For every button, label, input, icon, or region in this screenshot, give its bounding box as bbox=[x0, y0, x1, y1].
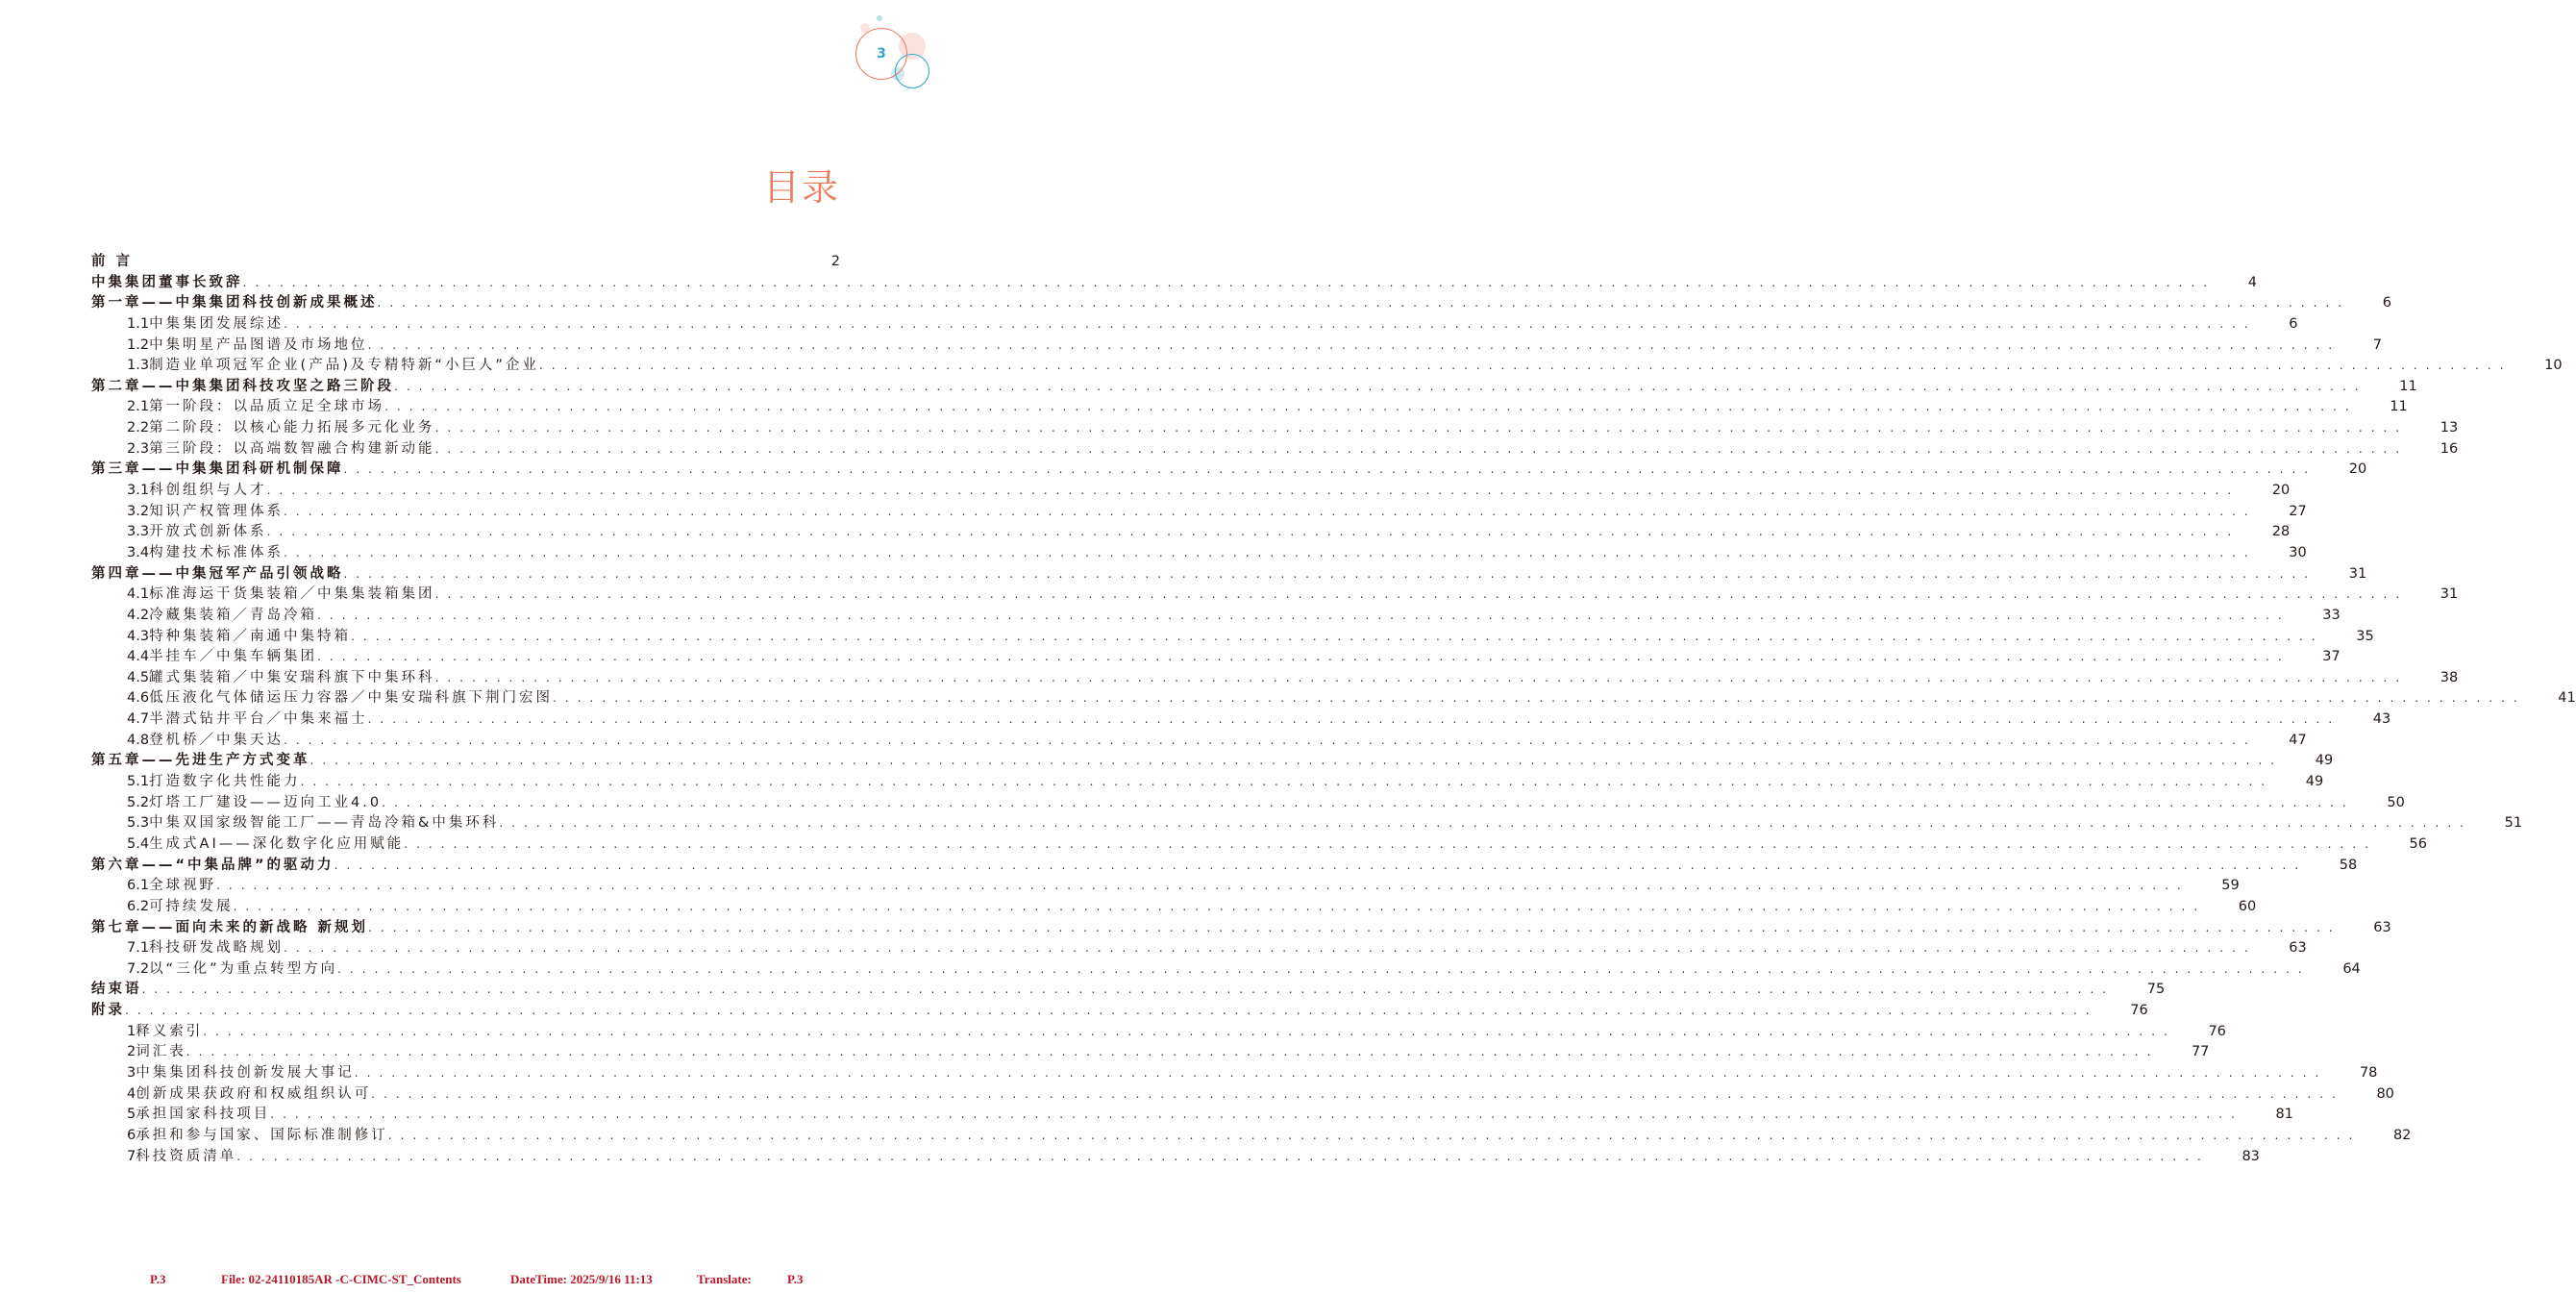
toc-leader-dots: . . . . . . . . . . . . . . . . . . . . . . . . . . . . . . . . . . . . . . . . . . . . . . . . . . . . . . . . . . . . . . . . . . . . . . . . . . . . . . . . . . . . . . . . . . . . . . . . . . . . . . . . . . . . . . . . . . . . . . . . . . . . . . . . . . . . . . . . . . . . . . . . . . . . . . . . . . . . . . . . bbox=[404, 836, 2371, 851]
toc-entry-label: 承担和参与国家、国际标准制修订 bbox=[136, 1127, 388, 1143]
toc-entry-page: 20 bbox=[2271, 483, 2291, 499]
toc-entry-number: 4.5 bbox=[127, 669, 150, 685]
toc-entry-number: 3.4 bbox=[127, 544, 150, 560]
toc-leader-dots: . . . . . . . . . . . . . . . . . . . . . . . . . . . . . . . . . . . . . . . . . . . . . . . . . . . . . . . . . . . . . . . . . . . . . . . . . . . . . . . . . . . . . . . . . . . . . . . . . . . . . . . . . . . . . . . . . . . . . . . . . . . . . . . . . . . . . . . . . . . . . . . . . . . . . . . . . . . . . . . . bbox=[186, 1045, 2153, 1059]
toc-entry-label: 半潜式钻井平台／中集来福士 bbox=[149, 711, 368, 728]
toc-entry-number: 7.1 bbox=[127, 940, 150, 957]
toc-entry-page: 59 bbox=[2221, 878, 2240, 894]
toc-entry-page: 2 bbox=[830, 254, 840, 269]
toc-leader-dots: . . . . . . . . . . . . . . . . . . . . . . . . . . . . . . . . . . . . . . . . . . . . . . . . . . . . . . . . . . . . . . . . . . . . . . . . . . . . . . . . . . . . . . . . . . . . . . . . . . . . . . . . . . . . . . . . . . . . . . . . . . . . . . . . . . . . . . . . . . . . . . . . . . . . . . . . . . . . . . . . bbox=[284, 545, 2251, 560]
footer-file: File: 02-24110185AR -C-CIMC-ST_Contents bbox=[221, 1272, 461, 1286]
toc-entry-label: 第七章——面向未来的新战略 新规划 bbox=[91, 919, 369, 935]
toc-leader-dots: . . . . . . . . . . . . . . . . . . . . . . . . . . . . . . . . . . . . . . . . . . . . . . . . . . . . . . . . . . . . . . . . . . . . . . . . . . . . . . . . . . . . . . . . . . . . . . . . . . . . . . . . . . . . . . . . . . . . . . . . . . . . . . . . . . . . . . . . . . . . . . . . . . . . . . . . . . . . . . . . bbox=[233, 899, 2200, 913]
toc-entry-label: 第五章——先进生产方式变革 bbox=[91, 753, 310, 769]
toc-entry[interactable] bbox=[91, 729, 2307, 750]
toc-entry[interactable] bbox=[91, 770, 2324, 791]
toc-entry-label: 第三阶段：以高端数智融合构建新动能 bbox=[149, 440, 435, 457]
toc-entry-page: 28 bbox=[2271, 524, 2291, 540]
toc-entry-number: 2.3 bbox=[127, 440, 150, 457]
toc-entry-number: 6.2 bbox=[127, 898, 150, 914]
toc-leader-dots: . . . . . . . . . . . . . . . . . . . . . . . . . . . . . . . . . . . . . . . . . . . . . . . . . . . . . . . . . . . . . . . . . . . . . . . . . . . . . . . . . . . . . . . . . . . . . . . . . . . . . . . . . . . . . . . . . . . . . . . . . . . . . . . . . . . . . . . . . . . . . . . . . . . . . . . . . . . . . . . . bbox=[300, 775, 2267, 789]
toc-leader-dots: . . . . . . . . . . . . . . . . . . . . . . . . . . . . . . . . . . . . . . . . . . . . . . . . . . . . . . . . . . . . . . . . . . . . . . . . . . . . . . . . . . . . . . . . . . . . . . . . . . . . . . . . . . . . . . . . . . . . . . . . . . . . . . . . . . . . . . . . . . . . . . . . . . . . . . . . . . . . . . . . bbox=[351, 629, 2318, 643]
toc-leader-dots: . . . . . . . . . . . . . . . . . . . . . . . . . . . . . . . . . . . . . . . . . . . . . . . . . . . . . . . . . . . . . . . . . . . . . . . . . . . . . . . . . . . . . . . . . . . . . . . . . . . . . . . . . . . . . . . . . . . . . . . . . . . . . . . . . . . . . . . . . . . . . . . . . . . . . . . . . . . . . . . . bbox=[382, 795, 2349, 809]
toc-entry-number: 4 bbox=[127, 1085, 136, 1102]
toc-entry-page: 49 bbox=[2315, 753, 2334, 769]
toc-entry[interactable] bbox=[91, 958, 2361, 979]
toc-entry-page: 83 bbox=[2242, 1148, 2260, 1164]
toc-entry[interactable] bbox=[91, 978, 2166, 999]
toc-entry[interactable] bbox=[91, 583, 2459, 604]
toc-entry-number: 1.3 bbox=[127, 358, 150, 374]
toc-entry-label: 中集集团科技创新发展大事记 bbox=[136, 1064, 355, 1081]
toc-entry-page: 10 bbox=[2544, 358, 2563, 374]
toc-entry-label: 科技资质清单 bbox=[136, 1148, 237, 1164]
toc-entry-page: 49 bbox=[2305, 774, 2324, 790]
toc-entry-page: 20 bbox=[2348, 461, 2367, 478]
toc-leader-dots: . . . . . . . . . . . . . . . . . . . . . . . . . . . . . . . . . . . . . . . . . . . . . . . . . . . . . . . . . . . . . . . . . . . . . . . . . . . . . . . . . . . . . . . . . . . . . . . . . . . . . . . . . . . . . . . . . . . . . . . . . . . . . . . . . . . . . . . . . . . . . . . . . . . . . . . . . . . . . . . . bbox=[343, 462, 2311, 477]
toc-leader-dots: . . . . . . . . . . . . . . . . . . . . . . . . . . . . . . . . . . . . . . . . . . . . . . . . . . . . . . . . . . . . . . . . . . . . . . . . . . . . . . . . . . . . . . . . . . . . . . . . . . . . . . . . . . . . . . . . . . . . . . . . . . . . . . . . . . . . . . . . . . . . . . . . . . . . . . . . . . . . . . . . bbox=[538, 359, 2507, 373]
toc-entry-number: 2 bbox=[127, 1044, 136, 1060]
toc-entry-label: 第二章——中集集团科技攻坚之路三阶段 bbox=[91, 378, 394, 394]
toc-entry-label: 科创组织与人才 bbox=[149, 483, 267, 499]
toc-leader-dots: . . . . . . . . . . . . . . . . . . . . . . . . . . . . . . . . . . . . . . . . . . . . . . . . . . . . . . . . . . . . . . . . . . . . . . . . . . . . . . . . . . . . . . . . . . . . . . . . . . . . . . . . . . . . . . . . . . . . . . . . . . . . . . . . . . . . . . . . . . . . . . . . . . . . . . . . . . . . . . . . bbox=[317, 608, 2285, 622]
toc-entry-page: 16 bbox=[2440, 440, 2459, 457]
toc-entry-label: 全球视野 bbox=[149, 878, 217, 894]
toc-leader-dots: . . . . . . . . . . . . . . . . . . . . . . . . . . . . . . . . . . . . . . . . . . . . . . . . . . . . . . . . . . . . . . . . . . . . . . . . . . . . . . . . . . . . . . . . . . . . . . . . . . . . . . . . . . . . . . . . . . . . . . . . . . . . . . . . . . . . . . . . . . . . . . . . . . . . . . . . . . . . . . . . bbox=[125, 1004, 2093, 1018]
toc-leader-dots: . . . . . . . . . . . . . . . . . . . . . . . . . . . . . . . . . . . . . . . . . . . . . . . . . . . . . . . . . . . . . . . . . . . . . . . . . . . . . . . . . . . . . . . . . . . . . . . . . . . . . . . . . . . . . . . . . . . . . . . . . . . . . . . . . . . . . . . . . . . . . . . . . . . . . . . . . . . . . . . . bbox=[334, 858, 2301, 872]
toc-entry-page: 75 bbox=[2146, 982, 2166, 998]
toc-entry-number: 1.1 bbox=[127, 315, 150, 332]
toc-entry-page: 76 bbox=[2208, 1023, 2226, 1039]
toc-entry[interactable] bbox=[91, 520, 2291, 541]
toc-entry-page: 4 bbox=[2247, 274, 2257, 290]
toc-entry-label: 以“三化”为重点转型方向 bbox=[149, 960, 338, 977]
toc-entry-number: 3.2 bbox=[127, 503, 150, 519]
toc-entry[interactable] bbox=[91, 999, 2148, 1020]
toc-entry[interactable] bbox=[91, 312, 2298, 334]
toc-entry[interactable] bbox=[91, 791, 2405, 812]
toc-leader-dots: . . . . . . . . . . . . . . . . . . . . . . . . . . . . . . . . . . . . . . . . . . . . . . . . . . . . . . . . . . . . . . . . . . . . . . . . . . . . . . . . . . . . . . . . . . . . . . . . . . . . . . . . . . . . . . . . . . . . . . . . . . . . . . . . . . . . . . . . . . . . . . . . . . . . . . . . . . . . . . . . bbox=[270, 1107, 2238, 1122]
toc-leader-dots: . . . . . . . . . . . . . . . . . . . . . . . . . . . . . . . . . . . . . . . . . . . . . . . . . . . . . . . . . . . . . . . . . . . . . . . . . . . . . . . . . . . . . . . . . . . . . . . . . . . . . . . . . . . . . . . . . . . . . . . . . . . . . . . . . . . . . . . . . . . . . . . . . . . . . . . . . . . . . . . . bbox=[284, 733, 2251, 747]
toc-entry-page: 60 bbox=[2238, 898, 2257, 914]
toc-entry-page: 31 bbox=[2440, 586, 2459, 603]
toc-entry[interactable] bbox=[91, 604, 2341, 625]
toc-entry[interactable] bbox=[91, 1124, 2412, 1145]
toc-entry-number: 4.6 bbox=[127, 690, 150, 707]
toc-entry-page: 47 bbox=[2289, 732, 2307, 748]
toc-entry-number: 3.3 bbox=[127, 524, 150, 540]
toc-leader-dots: . . . . . . . . . . . . . . . . . . . . . . . . . . . . . . . . . . . . . . . . . . . . . . . . . . . . . . . . . . . . . . . . . . . . . . . . . . . . . . . . . . . . . . . . . . . . . . . . . . . . . . . . . . . . . . . . . . . . . . . . . . . . . . . . . . . . . . . . . . . . . . . . . . . . . . . . . . . . . . . . bbox=[337, 961, 2305, 976]
toc-entry[interactable] bbox=[91, 1082, 2394, 1104]
toc-leader-dots: . . . . . . . . . . . . . . . . . . . . . . . . . . . . . . . . . . . . . . . . . . . . . . . . . . . . . . . . . . . . . . . . . . . . . . . . . . . . . . . . . . . . . . . . . . . . . . . . . . . . . . . . . . . . . . . . . . . . . . . . . . . . . . . . . . . . . . . . . . . . . . . . . . . . . . . . . . . . . . . . bbox=[284, 504, 2251, 518]
toc-entry-label: 罐式集装箱／中集安瑞科旗下中集环科 bbox=[149, 669, 435, 685]
toc-entry-number: 4.1 bbox=[127, 586, 150, 603]
toc-entry-number: 7.2 bbox=[127, 960, 150, 977]
toc-leader-dots: . . . . . . . . . . . . . . . . . . . . . . . . . . . . . . . . . . . . . . . . . . . . . . . . . . . . . . . . . . . . . . . . . . . . . . . . . . . . . . . . . . . . . . . . . . . . . . . . . . . . . . . . . . . . . . . . . . . . . . . . . . . . . . . . . . . . . . . . . . . . . . . . . . . . . . . . . . . . . . . . bbox=[236, 1149, 2204, 1163]
toc-entry-page: 41 bbox=[2558, 690, 2576, 707]
toc-entry-label: 生成式AI——深化数字化应用赋能 bbox=[149, 835, 405, 852]
toc-entry[interactable] bbox=[91, 833, 2427, 854]
toc-entry-label: 标准海运干货集装箱／中集集装箱集团 bbox=[149, 586, 435, 603]
toc-entry[interactable] bbox=[91, 936, 2307, 958]
toc-leader-dots: . . . . . . . . . . . . . . . . . . . . . . . . . . . . . . . . . . . . . . . . . . . . . . . . . . . . . . . . . . . . . . . . . . . . . . . . . . . . . . . . . . . . . . . . . . . . . . . . . . . . . . . . . . . . . . . . . . . . . . . . . . . . . . . . . . . . . . . . . . . . . . . . . . . . . . . . . . . . . . . . bbox=[371, 1086, 2339, 1101]
page-number-badge bbox=[851, 13, 937, 90]
toc-entry-page: 80 bbox=[2376, 1085, 2394, 1102]
toc-entry-label: 灯塔工厂建设——迈向工业4.0 bbox=[149, 794, 383, 810]
toc-entry-page: 43 bbox=[2372, 711, 2391, 728]
toc-entry-number: 6 bbox=[127, 1127, 136, 1143]
toc-entry-page: 58 bbox=[2339, 857, 2358, 873]
toc-entry-page: 35 bbox=[2356, 628, 2374, 644]
toc-entry-label: 中集双国家级智能工厂——青岛冷箱&中集环科 bbox=[149, 815, 500, 832]
toc-entry-number: 4.8 bbox=[127, 732, 150, 748]
toc-entry[interactable] bbox=[91, 708, 2391, 729]
toc-entry[interactable] bbox=[91, 541, 2307, 562]
toc-entry-page: 37 bbox=[2322, 649, 2341, 665]
toc-entry[interactable] bbox=[91, 271, 2257, 292]
toc-entry[interactable] bbox=[91, 1103, 2293, 1124]
toc-entry[interactable] bbox=[91, 1145, 2260, 1166]
toc-entry-number: 4.2 bbox=[127, 607, 150, 623]
toc-entry-label: 知识产权管理体系 bbox=[149, 503, 285, 519]
footer-page-right: P.3 bbox=[787, 1272, 804, 1286]
toc-entry-label: 制造业单项冠军企业(产品)及专精特新“小巨人”企业 bbox=[149, 358, 539, 374]
toc-entry-number: 5 bbox=[127, 1107, 136, 1123]
toc-entry-label: 附录 bbox=[91, 1003, 125, 1019]
toc-entry-page: 6 bbox=[2289, 315, 2298, 332]
page-title: 目录 bbox=[762, 166, 840, 209]
table-of-contents bbox=[91, 250, 2576, 1165]
toc-entry-label: 中集集团董事长致辞 bbox=[91, 274, 243, 290]
toc-entry-page: 6 bbox=[2382, 295, 2391, 311]
toc-entry-page: 81 bbox=[2275, 1107, 2293, 1123]
toc-entry-page: 38 bbox=[2440, 669, 2459, 685]
toc-entry-page: 51 bbox=[2504, 815, 2523, 832]
toc-entry-label: 可持续发展 bbox=[149, 898, 234, 914]
toc-entry-page: 56 bbox=[2409, 835, 2427, 852]
toc-entry-page: 76 bbox=[2130, 1003, 2148, 1019]
toc-leader-dots: . . . . . . . . . . . . . . . . . . . . . . . . . . . . . . . . . . . . . . . . . . . . . . . . . . . . . . . . . . . . . . . . . . . . . . . . . . . . . . . . . . . . . . . . . . . . . . . . . . . . . . . . . . . . . . . . . . . . . . . . . . . . . . . . . . . . . . . . . . . . . . . . . . . . . . . . . . . . . . . . bbox=[141, 983, 2109, 997]
toc-entry-number: 4.3 bbox=[127, 628, 150, 644]
toc-leader-dots: . . . . . . . . . . . . . . . . . . . . . . . . . . . . . . . . . . . . . . . . . . . . . . . . . . . . . . . . . . . . . . . . . . . . . . . . . . . . . . . . . . . . . . . . . . . . . . . . . . . . . . . . . . . . . . . . . . . . . . . . . . . . . . . . . . . . . . . . . . . . . . . . . . . . . . . . . . . . . . . . bbox=[266, 484, 2234, 498]
toc-entry[interactable] bbox=[91, 916, 2391, 937]
toc-entry-label: 创新成果获政府和权威组织认可 bbox=[136, 1085, 372, 1102]
toc-leader-dots: . . . . . . . . . . . . . . . . . . . . . . . . . . . . . . . . . . . . . . . . . . . . . . . . . . . . . . . . . . . . . . . . . . . . . . . . . . . . . . . . . . . . . . . . . . . . . . . . . . . . . . . . . . . . . . . . . . . . . . . . . . . . . . . . . . . . . . . . . . . . . . . . . . . . . . . . . . . . . . . . bbox=[284, 316, 2251, 331]
toc-entry-label: 科技研发战略规划 bbox=[149, 940, 285, 957]
toc-leader-dots: . . . . . . . . . . . . . . . . . . . . . . . . . . . . . . . . . . . . . . . . . . . . . . . . . . . . . . . . . . . . . . . . . . . . . . . . . . . . . . . . . . . . . . . . . . . . . . . . . . . . . . . . . . . . . . . . . . . . . . . . . . . . . . . . . . . . . . . . . . . . . . . . . . . . . . . . . . . . . . . . bbox=[216, 879, 2184, 893]
toc-entry[interactable] bbox=[91, 395, 2408, 416]
toc-entry-number: 6.1 bbox=[127, 878, 150, 894]
toc-entry-page: 30 bbox=[2289, 544, 2307, 560]
toc-entry[interactable] bbox=[91, 625, 2374, 646]
footer-datetime: DateTime: 2025/9/16 11:13 bbox=[510, 1272, 653, 1286]
toc-leader-dots: . . . . . . . . . . . . . . . . . . . . . . . . . . . . . . . . . . . . . . . . . . . . . . . . . . . . . . . . . . . . . . . . . . . . . . . . . . . . . . . . . . . . . . . . . . . . . . . . . . . . . . . . . . . . . . . . . . . . . . . . . . . . . . . . . . . . . . . . . . . . . . . . . . . . . . . . . . . . . . . . bbox=[310, 754, 2277, 768]
toc-entry[interactable] bbox=[91, 437, 2459, 459]
toc-entry-page: 31 bbox=[2348, 565, 2367, 582]
toc-entry-label: 开放式创新体系 bbox=[149, 524, 267, 540]
toc-entry-label: 第二阶段：以核心能力拓展多元化业务 bbox=[149, 420, 435, 436]
toc-entry[interactable] bbox=[91, 479, 2291, 500]
toc-leader-dots: . . . . . . . . . . . . . . . . . . . . . . . . . . . . . . . . . . . . . . . . . . . . . . . . . . . . . . . . . . . . . . . . . . . . . . . . . . . . . . . . . . . . . . . . . . . . . . . . . . . . . . . . . . . . . . . . . . . . . . . . . . . . . . . . . . . . . . . . . . . . . . . . . . . . . . . . . . . . . . . . bbox=[367, 337, 2335, 352]
toc-leader-dots: . . . . . . . . . . . . . . . . . . . . . . . . . . . . . . . . . . . . . . . . . . . . . . . . . . . . . . . . . . . . . . . . . . . . . . . . . . . . . . . . . . . . . . . . . . . . . . . . . . . . . . . . . . . . . . . . . . . . . . . . . . . . . . . . . . . . . . . . . . . . . . . . . . . . . . . . . . . . . . . . bbox=[203, 1024, 2170, 1038]
toc-entry[interactable] bbox=[91, 645, 2341, 666]
toc-entry-label: 结束语 bbox=[91, 982, 142, 998]
toc-entry-label: 登机桥／中集天达 bbox=[149, 732, 285, 748]
toc-leader-dots: . . . . . . . . . . . . . . . . . . . . . . . . . . . . . . . . . . . . . . . . . . . . . . . . . . . . . . . . . . . . . . . . . . . . . . . . . . . . . . . . . . . . . . . . . . . . . . . . . . . . . . . . . . . . . . . . . . . . . . . . . . . . . . . . . . . . . . . . . . . . . . . . . . . . . . . . . . . . . . . . bbox=[387, 1128, 2355, 1142]
toc-entry-number: 4.7 bbox=[127, 711, 150, 728]
toc-entry[interactable] bbox=[91, 1040, 2210, 1061]
toc-entry-page: 78 bbox=[2359, 1064, 2378, 1081]
toc-entry[interactable] bbox=[91, 354, 2563, 375]
toc-entry[interactable] bbox=[91, 250, 840, 271]
toc-entry[interactable] bbox=[91, 334, 2383, 355]
toc-entry-label: 第一阶段：以品质立足全球市场 bbox=[149, 399, 385, 415]
toc-entry-label: 中集明星产品图谱及市场地位 bbox=[149, 336, 368, 353]
toc-entry[interactable] bbox=[91, 854, 2358, 875]
toc-entry-page: 77 bbox=[2191, 1044, 2210, 1060]
toc-entry-page: 27 bbox=[2289, 503, 2307, 519]
toc-entry-page: 63 bbox=[2289, 940, 2307, 957]
toc-entry-page: 50 bbox=[2387, 794, 2405, 810]
toc-entry-number: 1 bbox=[127, 1023, 136, 1039]
toc-entry-page: 13 bbox=[2440, 420, 2459, 436]
decor-dot bbox=[877, 15, 882, 21]
toc-entry-number: 5.2 bbox=[127, 794, 150, 810]
toc-entry[interactable] bbox=[91, 375, 2417, 396]
toc-entry-page: 11 bbox=[2390, 399, 2408, 415]
toc-leader-dots: . . . . . . . . . . . . . . . . . . . . . . . . . . . . . . . . . . . . . . . . . . . . . . . . . . . . . . . . . . . . . . . . . . . . . . . . . . . . . . . . . . . . . . . . . . . . . . . . . . . . . . . . . . . . . . . . . . . . . . . . . . . . . . . . . . . . . . . . . . . . . . . . . . . . . . . . . . . . . . . . bbox=[242, 275, 2210, 289]
toc-entry-label: 词汇表 bbox=[136, 1044, 186, 1060]
toc-entry-label: 承担国家科技项目 bbox=[136, 1107, 271, 1123]
toc-leader-dots: . . . . . . . . . . . . . . . . . . . . . . . . . . . . . . . . . . . . . . . . . . . . . . . . . . . . . . . . . . . . . . . . . . . . . . . . . . . . . . . . . . . . . . . . . . . . . . . . . . . . . . . . . . . . . . . . . . . . . . . . . . . . . . . . . . . . . . . . . . . . . . . . . . . . . . . . . . . . . . . . bbox=[553, 691, 2520, 706]
toc-entry[interactable] bbox=[91, 666, 2459, 687]
toc-entry-label: 低压液化气体储运压力容器／中集安瑞科旗下荆门宏图 bbox=[149, 690, 554, 707]
toc-entry-page: 33 bbox=[2322, 607, 2341, 623]
page-number: 3 bbox=[877, 46, 886, 62]
toc-entry[interactable] bbox=[91, 458, 2367, 479]
toc-leader-dots: . . . . . . . . . . . . . . . . . . . . . . . . . . . . . . . . . . . . . . . . . . . . . . . . . . . . . . . . . . . . . . . . . . . . . . . . . . . . . . . . . . . . . . . . . . . . . . . . . . . . . . . . . . . . . . . . . . . . . . . . . . . . . . . . . . . . . . . . . . . . . . . . . . . . . . . . . . . . . . . . bbox=[266, 525, 2234, 539]
toc-entry[interactable] bbox=[91, 811, 2523, 833]
toc-entry-label: 第四章——中集冠军产品引领战略 bbox=[91, 565, 344, 582]
toc-entry-number: 2.2 bbox=[127, 420, 150, 436]
toc-leader-dots: . . . . . . . . . . . . . . . . . . . . . . . . . . . . . . . . . . . . . . . . . . . . . . . . . . . . . . . . . . . . . . . . . . . . . . . . . . . . . . . . . . . . . . . . . . . . . . . . . . . . . . . . . . . . . . . . . . . . . . . . . . . . . . . . . . . . . . . . . . . . . . . . . . . . . . . . . . . . . . . . bbox=[499, 816, 2466, 831]
toc-entry-number: 5.4 bbox=[127, 835, 150, 852]
print-footer bbox=[0, 1272, 954, 1291]
toc-entry-label: 第一章——中集集团科技创新成果概述 bbox=[91, 295, 378, 311]
toc-leader-dots: . . . . . . . . . . . . . . . . . . . . . . . . . . . . . . . . . . . . . . . . . . . . . . . . . . . . . . . . . . . . . . . . . . . . . . . . . . . . . . . . . . . . . . . . . . . . . . . . . . . . . . . . . . . . . . . . . . . . . . . . . . . . . . . . . . . . . . . . . . . . . . . . . . . . . . . . . . . . . . . . bbox=[317, 650, 2285, 664]
toc-leader-dots: . . . . . . . . . . . . . . . . . . . . . . . . . . . . . . . . . . . . . . . . . . . . . . . . . . . . . . . . . . . . . . . . . . . . . . . . . . . . . . . . . . . . . . . . . . . . . . . . . . . . . . . . . . . . . . . . . . . . . . . . . . . . . . . . . . . . . . . . . . . . . . . . . . . . . . . . . . . . . . . . bbox=[434, 421, 2402, 435]
toc-entry[interactable] bbox=[91, 1020, 2226, 1041]
toc-entry-label: 特种集装箱／南通中集特箱 bbox=[149, 628, 352, 644]
toc-entry-number: 1.2 bbox=[127, 336, 150, 353]
toc-entry-label: 构建技术标准体系 bbox=[149, 544, 285, 560]
toc-entry-page: 63 bbox=[2373, 919, 2391, 935]
toc-entry-page: 7 bbox=[2372, 336, 2383, 353]
toc-entry-number: 3.1 bbox=[127, 483, 150, 499]
toc-leader-dots: . . . . . . . . . . . . . . . . . . . . . . . . . . . . . . . . . . . . . . . . . . . . . . . . . . . . . . . . . . . . . . . . . . . . . . . . . . . . . . . . . . . . . . . . . . . . . . . . . . . . . . . . . . . . . . . . . . . . . . . . . . . . . . . . . . . . . . . . . . . . . . . . . . . . . . . . . . . . . . . . bbox=[394, 379, 2362, 393]
toc-entry-number: 5.3 bbox=[127, 815, 150, 832]
toc-leader-dots: . . . . . . . . . . . . . . . . . . . . . . . . . . . . . . . . . . . . . . . . . . . . . . . . . . . . . . . . . . . . . . . . . . . . . . . . . . . . . . . . . . . . . . . . . . . . . . . . . . . . . . . . . . . . . . . . . . . . . . . . . . . . . . . . . . . . . . . . . . . . . . . . . . . . . . . . . . . . . . . . bbox=[367, 712, 2335, 727]
toc-entry[interactable] bbox=[91, 291, 2391, 312]
toc-entry-number: 2.1 bbox=[127, 399, 150, 415]
toc-entry-label: 第三章——中集集团科研机制保障 bbox=[91, 461, 344, 478]
toc-entry[interactable] bbox=[91, 1061, 2378, 1082]
toc-entry[interactable] bbox=[91, 416, 2459, 437]
toc-entry-page: 11 bbox=[2399, 378, 2417, 394]
toc-entry-label: 释义索引 bbox=[136, 1023, 204, 1039]
toc-entry-number: 3 bbox=[127, 1064, 136, 1081]
toc-entry-label: 打造数字化共性能力 bbox=[149, 774, 301, 790]
toc-leader-dots: . . . . . . . . . . . . . . . . . . . . . . . . . . . . . . . . . . . . . . . . . . . . . . . . . . . . . . . . . . . . . . . . . . . . . . . . . . . . . . . . . . . . . . . . . . . . . . . . . . . . . . . . . . . . . . . . . . . . . . . . . . . . . . . . . . . . . . . . . . . . . . . . . . . . . . . . . . . . . . . . bbox=[354, 1065, 2321, 1080]
toc-entry-number: 5.1 bbox=[127, 774, 150, 790]
toc-leader-dots: . . . . . . . . . . . . . . . . . . . . . . . . . . . . . . . . . . . . . . . . . . . . . . . . . . . . . . . . . . . . . . . . . . . . . . . . . . . . . . . . . . . . . . . . . . . . . . . . . . . . . . . . . . . . . . . . . . . . . . . . . . . . . . . . . . . . . . . . . . . . . . . . . . . . . . . . . . . . . . . . bbox=[343, 566, 2311, 581]
toc-leader-dots: . . . . . . . . . . . . . . . . . . . . . . . . . . . . . . . . . . . . . . . . . . . . . . . . . . . . . . . . . . . . . . . . . . . . . . . . . . . . . . . . . . . . . . . . . . . . . . . . . . . . . . . . . . . . . . . . . . . . . . . . . . . . . . . . . . . . . . . . . . . . . . . . . . . . . . . . . . . . . . . . bbox=[377, 296, 2344, 311]
toc-entry[interactable] bbox=[91, 874, 2240, 895]
toc-entry[interactable] bbox=[91, 500, 2307, 521]
toc-leader-dots: . . . . . . . . . . . . . . . . . . . . . . . . . . . . . . . . . . . . . . . . . . . . . . . . . . . . . . . . . . . . . . . . . . . . . . . . . . . . . . . . . . . . . . . . . . . . . . . . . . . . . . . . . . . . . . . . . . . . . . . . . . . . . . . . . . . . . . . . . . . . . . . . . . . . . . . . . . . . . . . . bbox=[368, 920, 2336, 934]
toc-entry[interactable] bbox=[91, 562, 2367, 584]
footer-page: P.3 bbox=[150, 1272, 166, 1286]
toc-entry[interactable] bbox=[91, 749, 2334, 770]
toc-entry[interactable] bbox=[91, 686, 2576, 708]
toc-entry-number: 4.4 bbox=[127, 649, 150, 665]
toc-entry-label: 中集集团发展综述 bbox=[149, 315, 285, 332]
toc-leader-dots: . . . . . . . . . . . . . . . . . . . . . . . . . . . . . . . . . . . . . . . . . . . . . . . . . . . . . . . . . . . . . . . . . . . . . . . . . . . . . . . . . . . . . . . . . . . . . . . . . . . . . . . . . . . . . . . . . . . . . . . . . . . . . . . . . . . . . . . . . . . . . . . . . . . . . . . . . . . . . . . . bbox=[434, 670, 2402, 684]
toc-leader-dots: . . . . . . . . . . . . . . . . . . . . . . . . . . . . . . . . . . . . . . . . . . . . . . . . . . . . . . . . . . . . . . . . . . . . . . . . . . . . . . . . . . . . . . . . . . . . . . . . . . . . . . . . . . . . . . . . . . . . . . . . . . . . . . . . . . . . . . . . . . . . . . . . . . . . . . . . . . . . . . . . bbox=[384, 400, 2352, 414]
toc-entry-label: 半挂车／中集车辆集团 bbox=[149, 649, 318, 665]
toc-entry-label: 第六章——“中集品牌”的驱动力 bbox=[91, 857, 334, 873]
toc-entry-label: 前 言 bbox=[91, 254, 134, 269]
toc-entry[interactable] bbox=[91, 895, 2257, 916]
footer-translate: Translate: bbox=[697, 1272, 752, 1286]
toc-entry-number: 7 bbox=[127, 1148, 136, 1164]
toc-entry-page: 82 bbox=[2392, 1127, 2412, 1143]
toc-entry-page: 64 bbox=[2342, 960, 2361, 977]
toc-leader-dots: . . . . . . . . . . . . . . . . . . . . . . . . . . . . . . . . . . . . . . . . . . . . . . . . . . . . . . . . . . . . . . . . . . . . . . . . . . . . . . . . . . . . . . . . . . . . . . . . . . . . . . . . . . . . . . . . . . . . . . . . . . . . . . . . . . . . . . . . . . . . . . . . . . . . . . . . . . . . . . . . bbox=[284, 941, 2251, 956]
toc-entry-label: 冷藏集装箱／青岛冷箱 bbox=[149, 607, 318, 623]
toc-leader-dots: . . . . . . . . . . . . . . . . . . . . . . . . . . . . . . . . . . . . . . . . . . . . . . . . . . . . . . . . . . . . . . . . . . . . . . . . . . . . . . . . . . . . . . . . . . . . . . . . . . . . . . . . . . . . . . . . . . . . . . . . . . . . . . . . . . . . . . . . . . . . . . . . . . . . . . . . . . . . . . . . bbox=[434, 587, 2402, 602]
toc-leader-dots: . . . . . . . . . . . . . . . . . . . . . . . . . . . . . . . . . . . . . . . . . . . . . . . . . . . . . . . . . . . . . . . . . . . . . . . . . . . . . . . . . . . . . . . . . . . . . . . . . . . . . . . . . . . . . . . . . . . . . . . . . . . . . . . . . . . . . . . . . . . . . . . . . . . . . . . . . . . . . . . . bbox=[434, 441, 2402, 456]
